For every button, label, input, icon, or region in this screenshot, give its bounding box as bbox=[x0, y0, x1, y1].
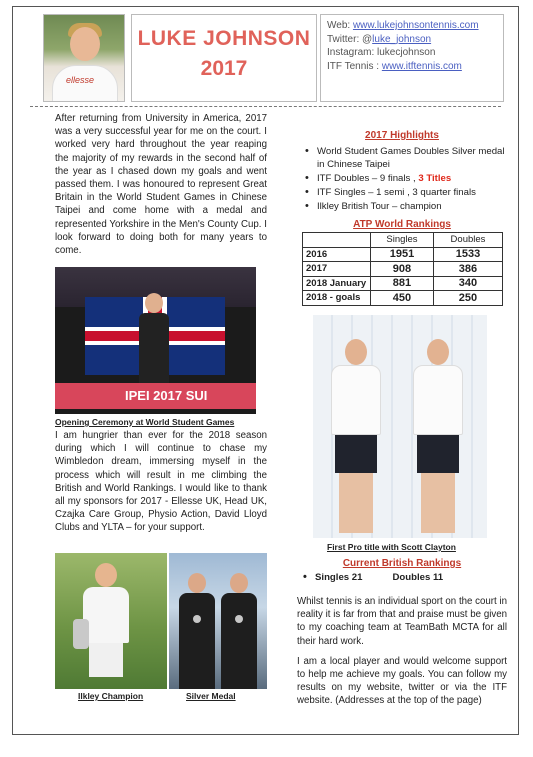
medal-1 bbox=[193, 615, 201, 623]
singles-value: 450 bbox=[371, 291, 434, 306]
singles-value: 908 bbox=[371, 262, 434, 277]
table-row bbox=[303, 262, 503, 277]
highlight-item bbox=[297, 186, 507, 199]
title-box bbox=[131, 14, 317, 102]
season-year: 2017 bbox=[200, 57, 248, 80]
right-column bbox=[297, 112, 507, 306]
twitter-line bbox=[327, 33, 497, 47]
itf-label: ITF Tennis : bbox=[327, 60, 382, 72]
table-row bbox=[303, 247, 503, 262]
highlight-item bbox=[297, 172, 507, 185]
photo-player-2-shorts bbox=[417, 435, 459, 473]
highlight-text: Ilkley British Tour – champion bbox=[317, 201, 442, 212]
photo-player-2 bbox=[409, 339, 467, 538]
highlight-text: World Student Games Doubles Silver medal in Chinese Taipei bbox=[317, 146, 505, 170]
ilkley-champion-photo bbox=[55, 553, 167, 689]
row-label: 2016 bbox=[303, 247, 371, 262]
player-body bbox=[139, 313, 169, 383]
rankings-table bbox=[302, 232, 503, 306]
left-column bbox=[55, 112, 267, 257]
event-banner: IPEI 2017 SUI bbox=[55, 383, 256, 409]
itf-line bbox=[327, 60, 497, 74]
header bbox=[43, 10, 513, 105]
british-rankings-item bbox=[297, 572, 507, 583]
photo-player-2-legs bbox=[421, 473, 455, 533]
left-second-block bbox=[55, 429, 267, 535]
itf-link[interactable]: www.itftennis.com bbox=[381, 60, 462, 72]
doubles-value: 386 bbox=[433, 262, 502, 277]
contact-box bbox=[320, 14, 504, 102]
photo-head bbox=[70, 27, 100, 61]
opening-ceremony-photo bbox=[55, 267, 256, 414]
table-row bbox=[303, 276, 503, 291]
second-paragraph: I am hungrier than ever for the 2018 season during which I will continue to chase my Wimbledon dream, immersing myself in the process which will result in me climbing the British and World Rankings. I would like to thank all my sponsors for 2017 - Ellesse UK, Head UK, Czajka Care Group, Physio Action, David Lloyd Clubs and YLTA – for your support. bbox=[55, 430, 267, 534]
photo-player-1-legs bbox=[339, 473, 373, 533]
first-pro-title-photo bbox=[313, 315, 487, 538]
photo-player-2-shirt bbox=[413, 365, 463, 435]
right-text-block bbox=[297, 595, 507, 708]
table-header-singles: Singles bbox=[371, 233, 434, 248]
shirt-logo: ellesse bbox=[66, 75, 95, 85]
twitter-link[interactable]: luke_johnson bbox=[372, 33, 432, 45]
twitter-label: Twitter: @ bbox=[327, 33, 373, 45]
doubles-value: 250 bbox=[433, 291, 502, 306]
table-row bbox=[303, 291, 503, 306]
silver-medal-photo bbox=[169, 553, 267, 689]
medal-2 bbox=[235, 615, 243, 623]
highlight-extra: 3 Titles bbox=[418, 173, 452, 184]
silver-caption: Silver Medal bbox=[186, 691, 236, 701]
photo-player-1 bbox=[327, 339, 385, 538]
first-pro-caption: First Pro title with Scott Clayton bbox=[327, 542, 456, 552]
row-label: 2017 bbox=[303, 262, 371, 277]
header-divider bbox=[30, 106, 501, 107]
player-head bbox=[145, 293, 163, 313]
highlight-item bbox=[297, 145, 507, 171]
ilkley-caption: Ilkley Champion bbox=[78, 691, 144, 701]
coaching-paragraph: Whilst tennis is an individual sport on the court in reality it is far from that and praise must be given to my coaching team at TeamBath MCTA for all their hard work. bbox=[297, 596, 507, 647]
british-doubles: Doubles 11 bbox=[392, 572, 444, 583]
table-header-row bbox=[303, 233, 503, 248]
british-rankings-title: Current British Rankings bbox=[342, 558, 462, 569]
support-paragraph: I am a local player and would welcome support to help me achieve my goals. You can follow my results on my website, twitter or via the ITF website. (Addresses at the top of the page) bbox=[297, 655, 507, 707]
web-link[interactable]: www.lukejohnsontennis.com bbox=[352, 20, 479, 31]
web-line bbox=[327, 19, 497, 33]
highlight-text: ITF Doubles – 9 finals , bbox=[317, 173, 419, 184]
row-label: 2018 - goals bbox=[303, 291, 371, 306]
row-label: 2018 January bbox=[303, 276, 371, 291]
photo-player-1-shirt bbox=[331, 365, 381, 435]
singles-value: 881 bbox=[371, 276, 434, 291]
ap-body bbox=[83, 587, 129, 643]
highlight-item bbox=[297, 200, 507, 213]
rankings-title: ATP World Rankings bbox=[353, 219, 451, 230]
instagram-line: Instagram: lukecjohnson bbox=[327, 47, 436, 58]
player-name: LUKE JOHNSON bbox=[137, 27, 311, 50]
web-label: Web: bbox=[327, 20, 353, 31]
ap-legs bbox=[89, 643, 123, 677]
british-singles: Singles 21 bbox=[315, 572, 363, 583]
highlights-title: 2017 Highlights bbox=[365, 130, 439, 141]
doubles-value: 1533 bbox=[433, 247, 502, 262]
ap-head bbox=[95, 563, 117, 587]
intro-paragraph: After returning from University in America, 2017 was a very successful year for me on the court. I worked very hard throughout the year reaping the majority of my rewards in the second half of the year as I chased down my goals and went passed them. I was honoured to represent Great Britain in the World Student Games in Chinese Taipei and come home with a medal and represented Yorkshire in the Men's County Cup. I look forward to doing both for many years to come. bbox=[55, 113, 267, 257]
trophy bbox=[73, 619, 89, 649]
photo-player-2-head bbox=[427, 339, 449, 365]
table-header-blank bbox=[303, 233, 371, 248]
highlights-list bbox=[297, 145, 507, 213]
medal-player-1-head bbox=[188, 573, 206, 593]
medal-player-2 bbox=[221, 593, 257, 689]
profile-photo bbox=[43, 14, 125, 102]
medal-player-1 bbox=[179, 593, 215, 689]
doubles-value: 340 bbox=[433, 276, 502, 291]
photo-player-1-shorts bbox=[335, 435, 377, 473]
british-rankings-block bbox=[297, 558, 507, 583]
singles-value: 1951 bbox=[371, 247, 434, 262]
table-header-doubles: Doubles bbox=[433, 233, 502, 248]
photo-player-1-head bbox=[345, 339, 367, 365]
british-rankings-list bbox=[297, 572, 507, 583]
player-figure bbox=[139, 293, 169, 383]
opening-ceremony-caption: Opening Ceremony at World Student Games bbox=[55, 417, 235, 427]
highlight-text: ITF Singles – 1 semi , 3 quarter finals bbox=[317, 187, 476, 198]
medal-player-2-head bbox=[230, 573, 248, 593]
